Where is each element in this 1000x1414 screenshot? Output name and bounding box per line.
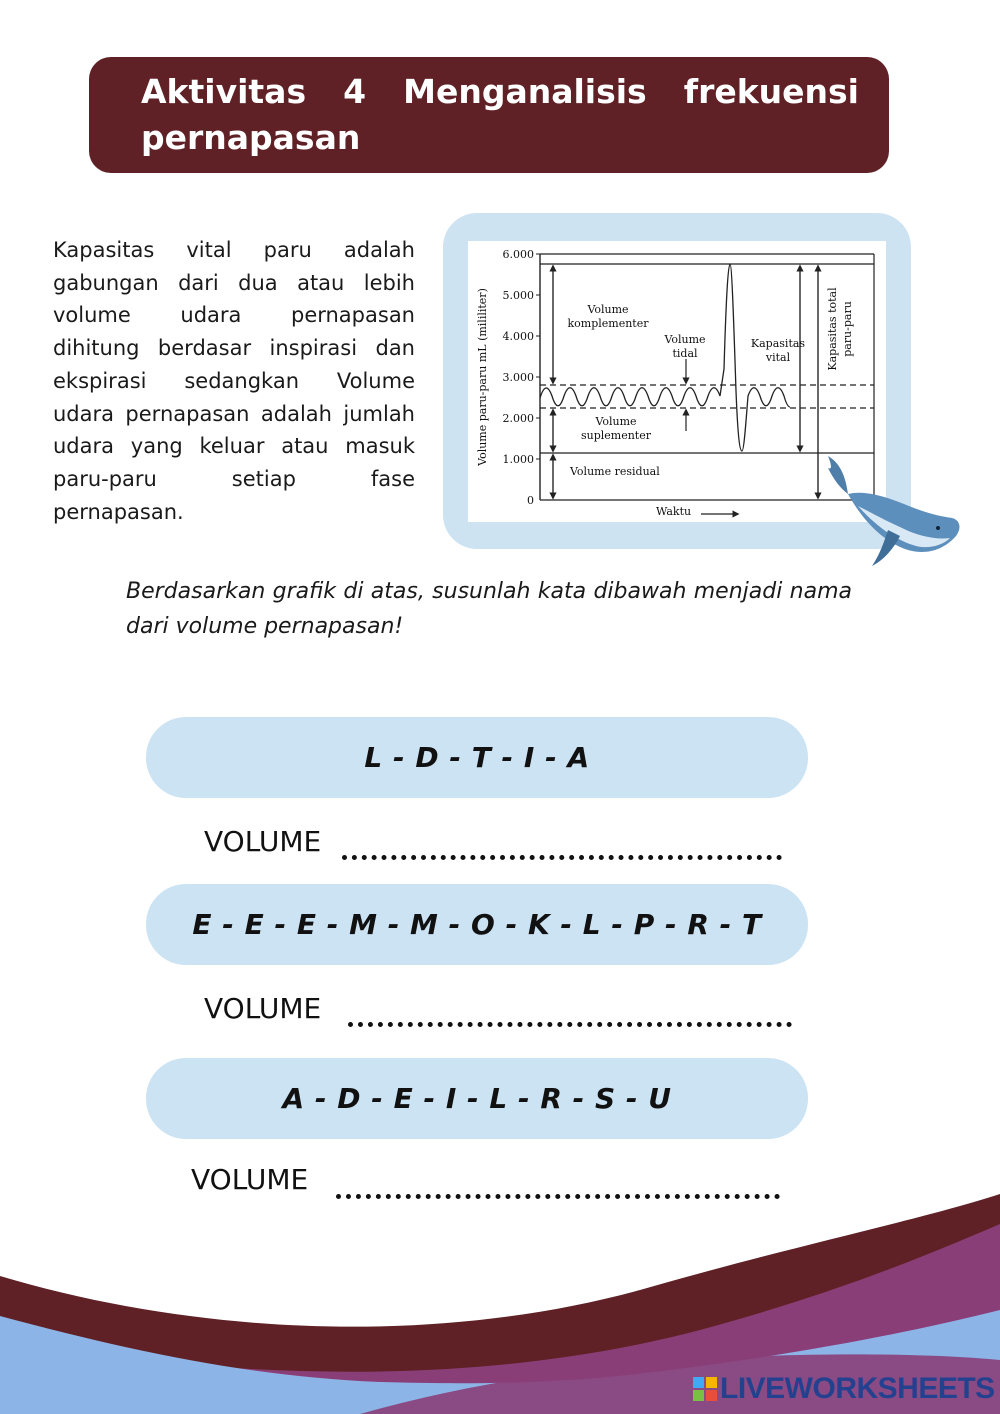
graph-labels [567,287,854,518]
scramble-box-3: A - D - E - I - L - R - S - U [146,1058,808,1139]
intro-paragraph: Kapasitas vital paru adalah gabungan dari dua atau lebih volume udara pernapasan dihitung berdasar inspirasi dan ekspirasi sedangkan Volume udara pernapasan adalah jumlah udara yang keluar atau masuk paru-paru setiap fase pernapasan. [53,238,415,524]
breathing-curve [540,264,790,451]
y-tick-label: 1.000 [502,453,534,466]
liveworksheets-logo-icon [693,1377,717,1401]
label-suplementer-2: suplementer [580,429,652,442]
instruction-text: Berdasarkan grafik di atas, susunlah kata dibawah menjadi nama dari volume pernapasan! [126,579,852,639]
whale-illustration [818,450,963,572]
answer-label-2: VOLUME [204,992,322,1025]
y-tick-label: 3.000 [502,371,534,384]
answer-label-1: VOLUME [204,825,322,858]
label-tidal-2: tidal [672,347,698,360]
label-total-2: paru-paru [841,301,854,357]
answer-input-2[interactable] [348,1022,792,1027]
label-vital-2: vital [765,351,791,364]
x-axis-label: Waktu [656,505,692,518]
y-tick-label: 2.000 [502,412,534,425]
scramble-box-1: L - D - T - I - A [146,717,808,798]
y-axis-label: Volume paru-paru mL (mililiter) [476,288,489,466]
page-title: Aktivitas 4 Menganalisis frekuensi pernapasan [141,72,859,157]
label-suplementer-1: Volume [595,415,637,428]
label-total-1: Kapasitas total [826,287,839,371]
label-residual: Volume residual [570,465,660,478]
y-tick-label: 6.000 [502,248,534,261]
answer-input-1[interactable] [342,855,782,860]
label-komplementer-2: komplementer [567,317,649,330]
label-vital-1: Kapasitas [750,337,806,350]
label-komplementer-1: Volume [587,303,629,316]
scramble-box-2: E - E - E - M - M - O - K - L - P - R - T [146,884,808,965]
title-banner [89,57,889,173]
y-tick-label: 0 [527,494,534,507]
y-tick-label: 4.000 [502,330,534,343]
answer-label-3: VOLUME [191,1163,309,1196]
label-tidal-1: Volume [664,333,706,346]
y-tick-label: 5.000 [502,289,534,302]
y-tick-group [503,248,541,507]
brand-name: LIVEWORKSHEETS [720,1372,995,1405]
brand-logo[interactable] [693,1372,995,1406]
